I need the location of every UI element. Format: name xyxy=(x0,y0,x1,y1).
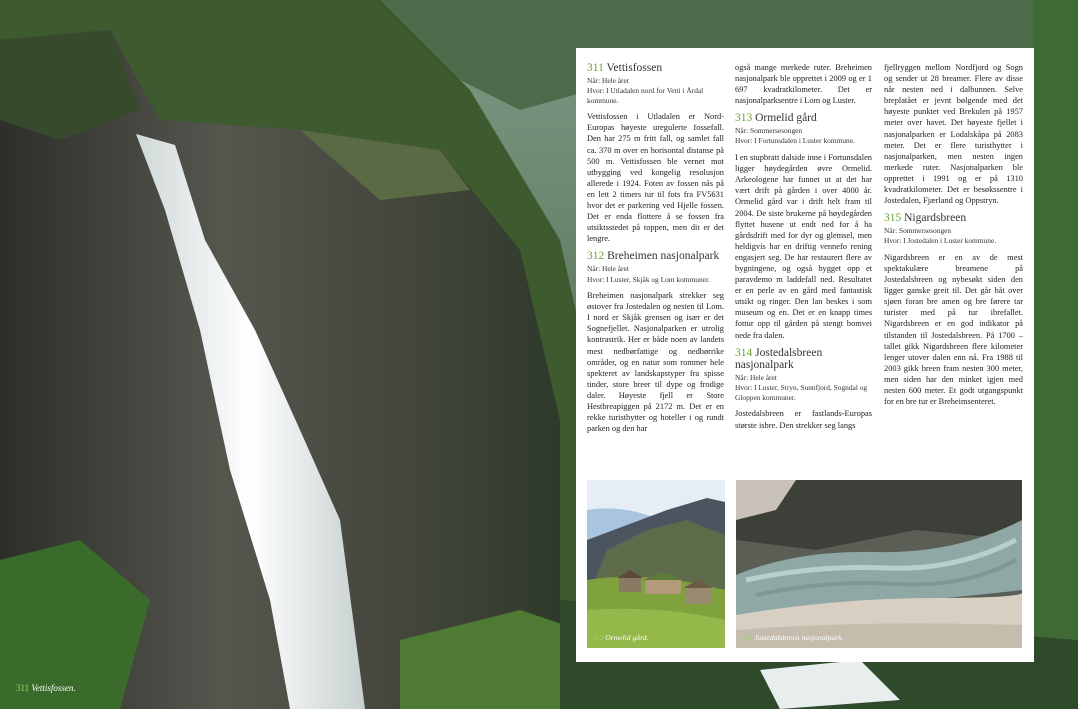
entry-where: Hvor: I Utladalen nord for Vetti i Årdal kommune. xyxy=(587,86,704,105)
entry-number: 313 xyxy=(735,112,753,125)
entry-when: Når: Sommersesongen xyxy=(735,125,803,135)
photo-jostedalsbreen xyxy=(736,480,1022,648)
entry-heading-312 xyxy=(587,250,724,263)
entry-where: Hvor: I Luster, Skjåk og Lom kommuner. xyxy=(587,274,710,284)
entry-title: Vettisfossen xyxy=(606,62,663,74)
text-column-3 xyxy=(884,62,1023,413)
entry-when: Når: Sommersesongen xyxy=(884,225,952,235)
entry-body-314-continued: fjellryggen mellom Nordfjord og Sogn og sender ut 28 breamer. Flere av disse når nesten ned i dalbunnen. Selve breplatået er jevnt bølgende med det høyeste punktet ved Brekulen på 1957 meter over havet. Det høyeste fjellet i nasjonalparken er Lodalskåpa på 2083 meter. Det er flere turisthytter i nasjonalparken, men nesten ingen merkede ruter. Nasjonalparken ble opprettet i 1991 og er på 1310 kvadratkilometer. Det er besøkssentre i Jostedalen, Fjærland og Oppstryn. xyxy=(884,63,1023,206)
caption-number: 311 xyxy=(16,683,30,693)
entry-when: Når: Hele året xyxy=(735,372,777,382)
entry-where: Hvor: I Luster, Stryn, Sunnfjord, Sogndal og Gloppen kommuner. xyxy=(735,383,868,402)
farm-photo-illustration xyxy=(587,480,725,648)
entry-body-312-continued: også mange merkede ruter. Breheimen nasjonalpark ble opprettet i 2009 og er 1 697 kvadratkilometer. Det er nasjonalparksentre i Lom og Luster. xyxy=(735,63,872,106)
entry-where: Hvor: I Jostedalen i Luster kommune. xyxy=(884,236,997,246)
entry-body-314: Jostedalsbreen er fastlands-Europas største isbre. Den strekker seg langs xyxy=(735,409,872,430)
page-photo-caption xyxy=(16,683,76,693)
entry-title: Jostedalsbreen nasjonalpark xyxy=(735,346,823,372)
photo-caption-313 xyxy=(592,633,648,642)
entry-heading-314 xyxy=(735,347,872,372)
entry-body-315: Nigardsbreen er en av de mest spektakulære breamene på Jostedalsbreen og nybesøkt siden den ligger ganske greit til. Det går båt over sjøen foran bre amen og bre førere tar turister med på tur ibrefallet. Nigardsbreen er en god indikator på tilstanden til Jostedalsbreen. På 1700 – tallet gikk Nigardsbreen flere kilometer lenger utover dalen enn nå. Fra 1988 til 2003 gikk breen fram nesten 300 meter, men siden har den minket igjen med nesten 600 meter. Et godt utgangspunkt for en bre tur er Breheimsenteret. xyxy=(884,252,1023,407)
entry-title: Breheimen nasjonalpark xyxy=(607,250,720,263)
caption-number: 314 xyxy=(741,633,753,642)
entry-title: Nigardsbreen xyxy=(904,212,967,225)
glacier-photo-illustration xyxy=(736,480,1022,648)
entry-when: Når: Hele året xyxy=(587,263,629,273)
entry-number: 311 xyxy=(587,62,604,74)
photo-caption-314 xyxy=(741,633,843,642)
text-panel xyxy=(576,48,1034,662)
caption-text: Jostedalsbreen nasjonalpark. xyxy=(754,633,844,642)
entry-body-312: Breheimen nasjonalpark strekker seg østover fra Jostedalen og nesten til Lom. I nord er Skjåk grensen og især er det Sognefjellet. Nasjonalparken er utrolig kontrastrik. Her er både noen av landets mest nedbørfattige og nedbørrike områder, og en natur som rommer hele spekteret av landskapstyper fra spisse tinder, store breer til dype og frodige daler. Høyeste fjell er Store Hestbreapiggen på 2172 m. Det er en rekke turisthytter og hoteller i og rundt parken og den har xyxy=(587,291,724,434)
entry-title: Ormelid gård xyxy=(755,112,817,125)
entry-number: 315 xyxy=(884,212,902,225)
caption-number: 313 xyxy=(592,633,604,642)
entry-heading-311 xyxy=(587,62,724,75)
entry-heading-315 xyxy=(884,212,1023,225)
entry-body-313: I en stupbratt dalside inne i Fortunsdalen ligger høydegården øvre Ormelid. Arkeologene har funnet ut at det har vært drift på gården i over 4000 år. Ormelid gård var i drift helt fram til 2004. De siste brukerne på høydegården flyttet husene ut endt ned for å ha gårdsdrift med for dyr og glemsel, men heldigvis har en driftig vennefo rening engasjert seg. De har restaurert flere av bygningene, og også bygget opp et paravdemo m laddefall ned. Resultatet er en perle av en gård med fantastisk utsikt og ringer. Den lan beskes i som museum og en. Det er en knapp times fottur opp til gården på stengt bomvei nede fra dalen. xyxy=(735,153,872,340)
caption-text: Ormelid gård. xyxy=(605,633,649,642)
photo-ormelid-farm xyxy=(587,480,725,648)
entry-number: 312 xyxy=(587,250,605,263)
entry-heading-313 xyxy=(735,112,872,125)
text-column-2 xyxy=(735,62,872,437)
entry-number: 314 xyxy=(735,346,753,359)
entry-where: Hvor: I Fortunsdalen i Luster kommune. xyxy=(735,136,855,146)
entry-body-311: Vettisfossen i Utladalen er Nord-Europas høyeste uregulerte fossefall. Den har 275 m fritt fall, og samlet fall ca. 370 m over en horisontal distanse på 500 m. Vettisfossen ble vernet mot utbygging ved kongelig resolusjon allerede i 1924. Foten av fossen nås på en lett 2 timers tur til fots fra FV5631 hvor det er parkering ved Hjelle fossen. Det er enda flottere å se fossen fra utsiktsstedet på toppen, men dit er det lengre. xyxy=(587,112,724,244)
caption-text: Vettisfossen. xyxy=(31,683,76,693)
text-column-1 xyxy=(587,62,724,440)
entry-when: Når: Hele året xyxy=(587,75,629,85)
